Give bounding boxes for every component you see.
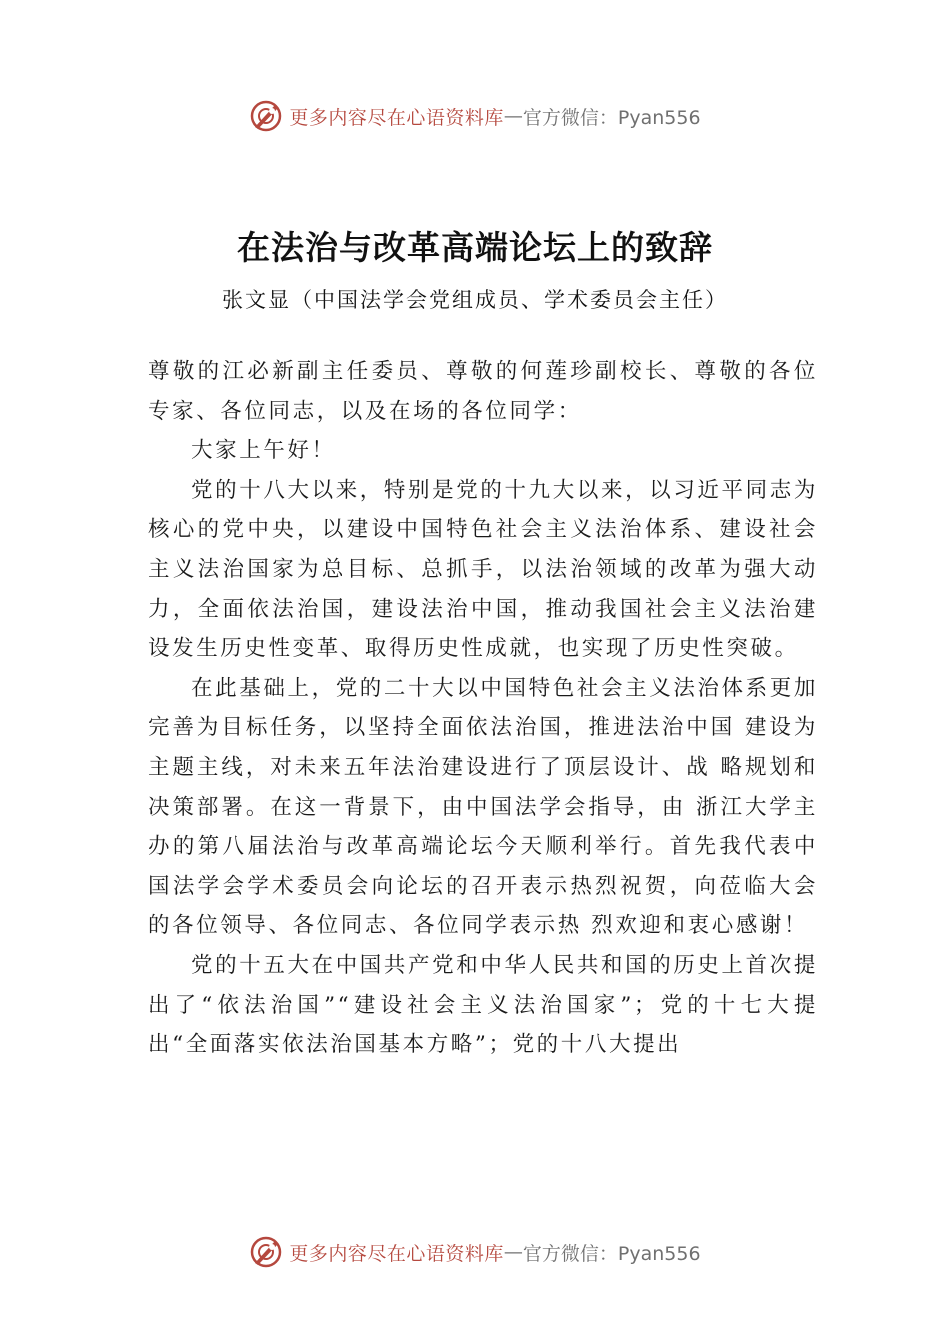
footer-watermark-banner [0,1232,950,1272]
document-author: 张文显（中国法学会党组成员、学术委员会主任） [222,288,728,312]
watermark-wechat-text: 官方微信：Pyan556 [522,106,701,129]
document-title: 在法治与改革高端论坛上的致辞 [237,228,713,267]
body-paragraph: 党的十五大在中国共产党和中华人民共和国的历史上首次提出了“依法治国”“建设社会主义法治国家”；党的十七大提出“全面落实依法治国基本方略”；党的十八大提出 [148,952,818,1058]
body-paragraph: 党的十八大以来，特别是党的十九大以来，以习近平同志为核心的党中央，以建设中国特色社会主义法治体系、建设社会主义法治国家为总目标、总抓手，以法治领域的改革为强大动力，全面依法治国，建设法治中国，推动我国社会主义法治建设发生历史性变革、取得历史性成就，也实现了历史性突破。 [148,477,818,662]
watermark-dash: — [503,105,523,127]
watermark-red-text: 更多内容尽在心语资料库 [289,1242,504,1265]
greeting-paragraph: 大家上午好！ [191,438,336,464]
body-paragraph: 在此基础上，党的二十大以中国特色社会主义法治体系更加完善为目标任务，以坚持全面依法治国，推进法治中国 建设为主题主线，对未来五年法治建设进行了顶层设计、战 略规划和决策部署。在这一背景下，由中国法学会指导，由 浙江大学主办的第八届法治与改革高端论坛今天顺利举行。首先我代表中国法学会学术委员会向论坛的召开表示热烈祝贺，向莅临大会的各位领导、各位同志、各位同学表示热 烈欢迎和衷心感谢！ [148,675,818,939]
watermark-wechat-text: 官方微信：Pyan556 [522,1242,701,1265]
brush-logo-icon [249,1235,283,1269]
watermark-red-text: 更多内容尽在心语资料库 [289,106,504,129]
document-body [148,352,818,1065]
watermark-dash: — [503,1241,523,1263]
header-watermark-banner [0,96,950,136]
brush-logo-icon [249,99,283,133]
salutation-paragraph: 尊敬的江必新副主任委员、尊敬的何莲珍副校长、尊敬的各位专家、各位同志，以及在场的各位同学： [148,359,818,424]
